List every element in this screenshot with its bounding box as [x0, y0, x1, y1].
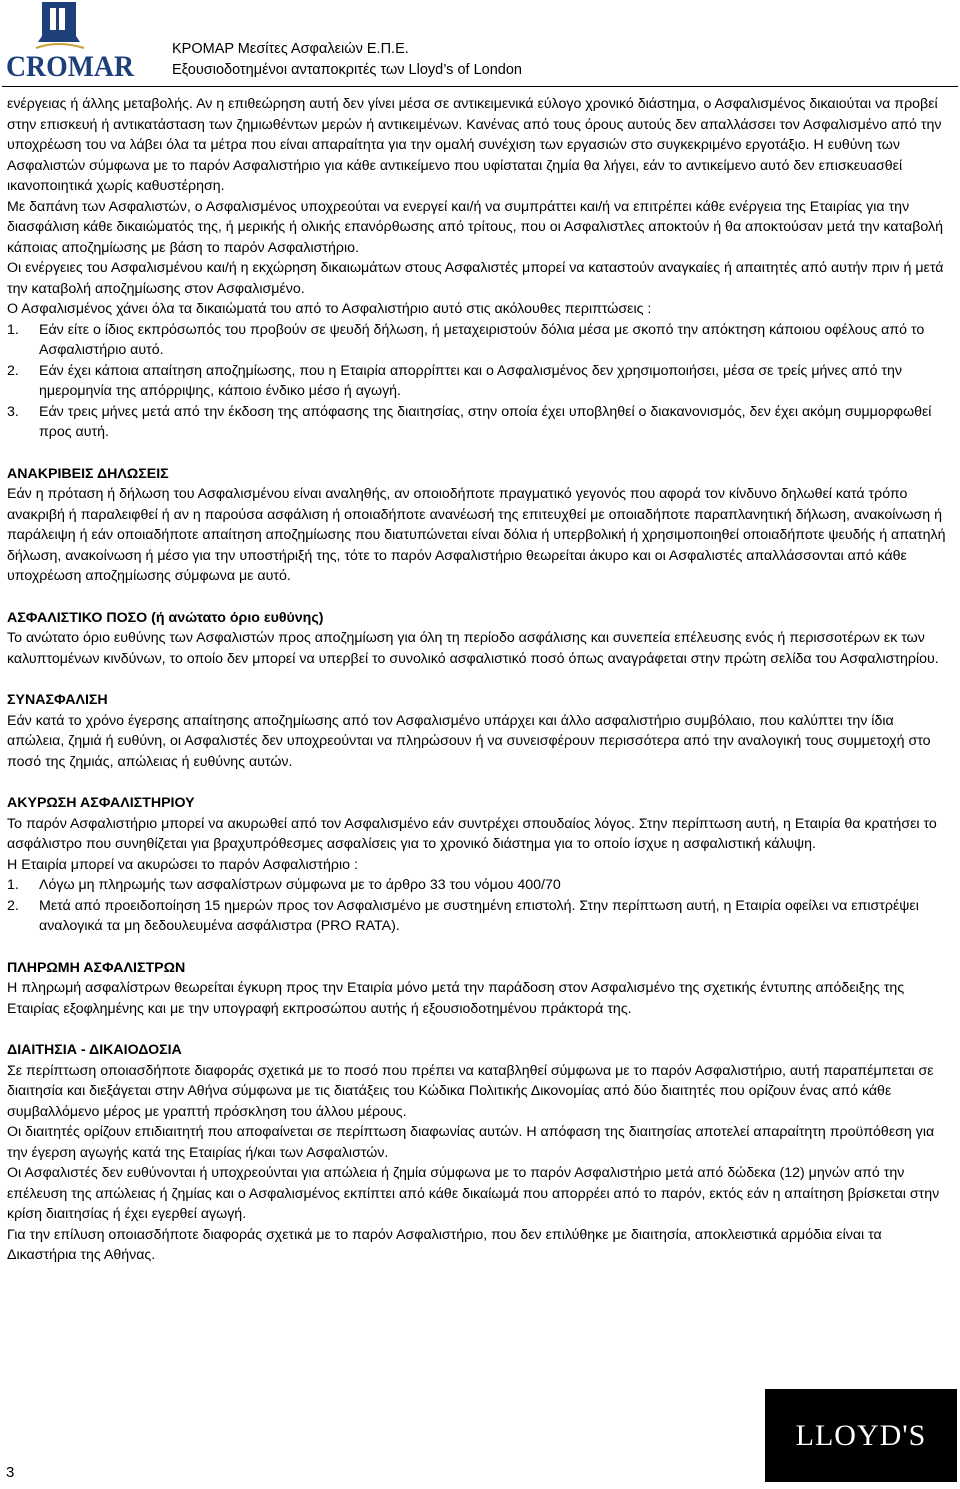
section-heading-coinsurance: ΣΥΝΑΣΦΑΛΙΣΗ: [7, 692, 108, 708]
section-text-premium-payment: Η πληρωμή ασφαλίστρων θεωρείται έγκυρη προς την Εταιρία μόνο μετά την παράδοση στον Ασφαλισμένο της σχετικής έντυπης απόδειξης της Εταιρίας εξοφλημένης και με την υπογραφή εκπροσώπου αυτής ή εξουσιοδοτημένου πράκτορά της.: [7, 980, 905, 1017]
list-item: 2. Μετά από προειδοποίηση 15 ημερών προς τον Ασφαλισμένο με συστημένη επιστολή. Στην περίπτωση αυτή, η Εταιρία οφείλει να επιστρέψει αναλογικά τα μη δεδουλευμένα ασφάλιστρα (PRO RATA).: [7, 897, 919, 934]
loss-of-rights-list: [7, 320, 952, 443]
document-body: [7, 94, 952, 1266]
section-text-arbitration-2: Οι διαιτητές ορίζουν επιδιαιτητή που αποφαίνεται σε περίπτωση διαφωνίας αυτών. Η απόφαση της διαιτησίας αποτελεί απαραίτητη προϋπόθεση για την έγερση αγωγής κατά της Εταιρίας ή/και των Ασφαλιστών.: [7, 1124, 935, 1161]
list-item: 1. Εάν είτε ο ίδιος εκπρόσωπός του προβούν σε ψευδή δήλωση, ή μεταχειριστούν δόλια μέσα με σκοπό την απόκτηση κάποιου οφέλους από το Ασφαλιστήριο αυτό.: [7, 321, 925, 358]
section-heading-premium-payment: ΠΛΗΡΩΜΗ ΑΣΦΑΛΙΣΤΡΩΝ: [7, 959, 186, 976]
paragraph-insurer-rights: Με δαπάνη των Ασφαλιστών, ο Ασφαλισμένος υποχρεούται να ενεργεί και/ή να συμπράττει και/ή να επιτρέπει κάθε ενέργεια της Εταιρίας για την διασφάλιση κάθε δικαιώματός της, ή μερικής ή ολικής επανόρθωσης από τρίτους, που οι Ασφαλιστλες αποκτούν ή θα αποκτούσαν μετά την καταβολή κάποιας αποζημίωσης με βάση το παρόν Ασφαλιστήριο.: [7, 198, 943, 256]
section-text-sum-insured: Το ανώτατο όριο ευθύνης των Ασφαλιστών προς αποζημίωση για όλη τη περίοδο ασφάλισης και συνεπεία επέλευσης ενός ή περισσοτέρων εκ των καλυπτομένων κινδύνων, το οποίο δεν μπορεί να υπερβεί το συνολικό ασφαλιστικό ποσό όπως αναγράφεται στην πρώτη σελίδα του Ασφαλιστηρίου.: [7, 630, 939, 667]
list-item: 3. Εάν τρεις μήνες μετά από την έκδοση της απόφασης της διαιτησίας, στην οποία έχει υποβληθεί ο διακανονισμός, δεν έχει ακόμη συμμορφωθεί προς αυτή.: [7, 403, 932, 440]
list-item: 2. Εάν έχει κάποια απαίτηση αποζημίωσης, που η Εταιρία απορρίπτει και ο Ασφαλισμένος δεν χρησιμοποιήσει, μέσα σε τρείς μήνες από την ημερομηνία της απόρριψης, κάποιο ένδικο μέσο ή αγωγή.: [7, 362, 902, 399]
cancellation-list: [7, 875, 952, 937]
paragraph-loss-of-rights: Ο Ασφαλισμένος χάνει όλα τα δικαιώματά του από το Ασφαλιστήριο αυτό στις ακόλουθες περιπτώσεις :: [7, 301, 652, 317]
header-divider: [2, 86, 958, 87]
section-text-arbitration-3: Οι Ασφαλιστές δεν ευθύνονται ή υποχρεούνται για απώλεια ή ζημία σύμφωνα με το παρόν Ασφαλιστήριο μετά από δώδεκα (12) μηνών από την επέλευση της απώλειας ή ζημίας και ο Ασφαλισμένος εκπίπτει από κάθε δικαίωμά που απορρέει από το παρόν, εκτός εάν η απαίτηση βρίσκεται στην κρίση διαιτησίας ή έχει εγερθεί αγωγή.: [7, 1165, 940, 1222]
svg-text:CROMAR: CROMAR: [6, 50, 135, 82]
cromar-logo: [6, 0, 136, 82]
section-text-inaccurate-statements: Εάν η πρόταση ή δήλωση του Ασφαλισμένου είναι αναληθής, αν οποιοδήποτε πραγματικό γεγονός που αφορά τον κίνδυνο δηλωθεί κατά τρόπο ανακριβή ή παραλειφθεί ή αν η παρούσα ασφάλιση ή οποιαδήποτε ανανέωσή της επιτευχθεί με οποιαδήποτε παραπλανητική δήλωση, ανακοίνωση ή παράλειψη ή εάν οποιαδήποτε απαίτηση αποζημίωσης που διατυπώνεται είναι δόλια ή υπερβολική ή χρησιμοποιηθεί οποιαδήποτε ψευδής ή απατηλή δήλωση, ανακοίνωση ή μέσο για την υποστήριξή της, τότε το παρόν Ασφαλιστήριο θεωρείται άκυρο και οι Ασφαλιστές απαλλάσσονται από κάθε υποχρέωση αποζημίωσης σύμφωνα με αυτό.: [7, 486, 946, 584]
section-text-arbitration-4: Για την επίλυση οποιασδήποτε διαφοράς σχετικά με το παρόν Ασφαλιστήριο, που δεν επιλύθηκε με διαιτησία, αποκλειστικά αρμόδια είναι τα Δικαστήρια της Αθήνας.: [7, 1226, 882, 1263]
lloyds-logo: [765, 1389, 957, 1482]
section-heading-cancellation: ΑΚΥΡΩΣΗ ΑΣΦΑΛΙΣΤΗΡΙΟΥ: [7, 795, 195, 811]
section-heading-inaccurate-statements: ΑΝΑΚΡΙΒΕΙΣ ΔΗΛΩΣΕΙΣ: [7, 465, 169, 482]
section-text-cancellation: Το παρόν Ασφαλιστήριο μπορεί να ακυρωθεί από τον Ασφαλισμένο εάν συντρέχει σπουδαίος λόγος. Στην περίπτωση αυτή, η Εταιρία θα κρατήσει το ασφάλιστρο που συνηθίζεται για βραχυπρόθεσμες ασφαλίσεις για το χρονικό διάστημα για το οποίο ίσχυε η ασφαλιστική κάλυψη.: [7, 815, 937, 852]
section-heading-arbitration: ΔΙΑΙΤΗΣΙΑ - ΔΙΚΑΙΟΔΟΣΙΑ: [7, 1042, 182, 1058]
page-header: [0, 0, 960, 92]
section-text-coinsurance: Εάν κατά το χρόνο έγερσης απαίτησης αποζημίωσης από τον Ασφαλισμένο υπάρχει και άλλο ασφαλιστήριο συμβόλαιο, που καλύπτει την ίδια απώλεια, ζημιά ή ευθύνη, οι Ασφαλιστές δεν υποχρεούνται να πληρώσουν ή να συνεισφέρουν περισσότερα από την αναλογική τους συμμετοχή στο ποσό της ζημιάς, απώλειας ή ευθύνης αυτών.: [7, 712, 931, 770]
section-heading-sum-insured: ΑΣΦΑΛΙΣΤΙΚΟ ΠΟΣΟ (ή ανώτατο όριο ευθύνης): [7, 609, 324, 626]
section-text-cancellation-company: Η Εταιρία μπορεί να ακυρώσει το παρόν Ασφαλιστήριο :: [7, 856, 358, 873]
company-name: ΚΡΟΜΑΡ Μεσίτες Ασφαλειών Ε.Π.Ε.: [172, 41, 409, 57]
company-subtitle: Εξουσιοδοτημένοι ανταποκριτές των Lloyd’s of London: [172, 62, 522, 78]
list-item: 1. Λόγω μη πληρωμής των ασφαλίστρων σύμφωνα με το άρθρο 33 του νόμου 400/70: [7, 877, 561, 893]
page-number: 3: [6, 1464, 15, 1481]
section-text-arbitration-1: Σε περίπτωση οποιασδήποτε διαφοράς σχετικά με το ποσό που πρέπει να καταβληθεί σύμφωνα με το παρόν Ασφαλιστήριο, αυτή παραπέμπεται σε διαιτησία και διεξάγεται στην Αθήνα σύμφωνα με τις διατάξεις του Κώδικα Πολιτικής Δικονομίας από δύο διαιτητές που ορίζουν ένας από κάθε συμβαλλόμενο μέρος με γραπτή πρόσκληση του άλλου μέρους.: [7, 1062, 934, 1120]
cromar-emblem-icon: [6, 0, 136, 82]
lloyds-logo-text: LLOYD'S: [795, 1419, 927, 1452]
paragraph-assignment: Οι ενέργειες του Ασφαλισμένου και/ή η εκχώρηση δικαιωμάτων στους Ασφαλιστές μπορεί να καταστούν αναγκαίες ή απαιτητές από αυτήν πριν ή μετά την καταβολή αποζημίωσης στον Ασφαλισμένο.: [7, 260, 944, 297]
intro-paragraph: ενέργειας ή άλλης μεταβολής. Αν η επιθεώρηση αυτή δεν γίνει μέσα σε αντικειμενικά εύλογο χρονικό διάστημα, ο Ασφαλισμένος δικαιούται να προβεί στην επισκευή ή αντικατάσταση των ζημιωθέντων μερών ή αντικειμένων. Κανένας από τους όρους αυτούς δεν απαλλάσσει τον Ασφαλισμένο από την υποχρέωση του να λάβει όλα τα μέτρα που είναι απαραίτητα για την ομαλή συνέχιση των εργασιών στο συγκεκριμένο εργοτάξιο. Η ευθύνη των Ασφαλιστών σύμφωνα με το παρόν Ασφαλιστήριο για κάθε αντικείμενο που υφίσταται ζημία θα λήγει, εάν το αντικείμενο αυτό δεν επισκευασθεί ικανοποιητικά χωρίς καθυστέρηση.: [7, 96, 942, 194]
company-info: [172, 39, 522, 81]
